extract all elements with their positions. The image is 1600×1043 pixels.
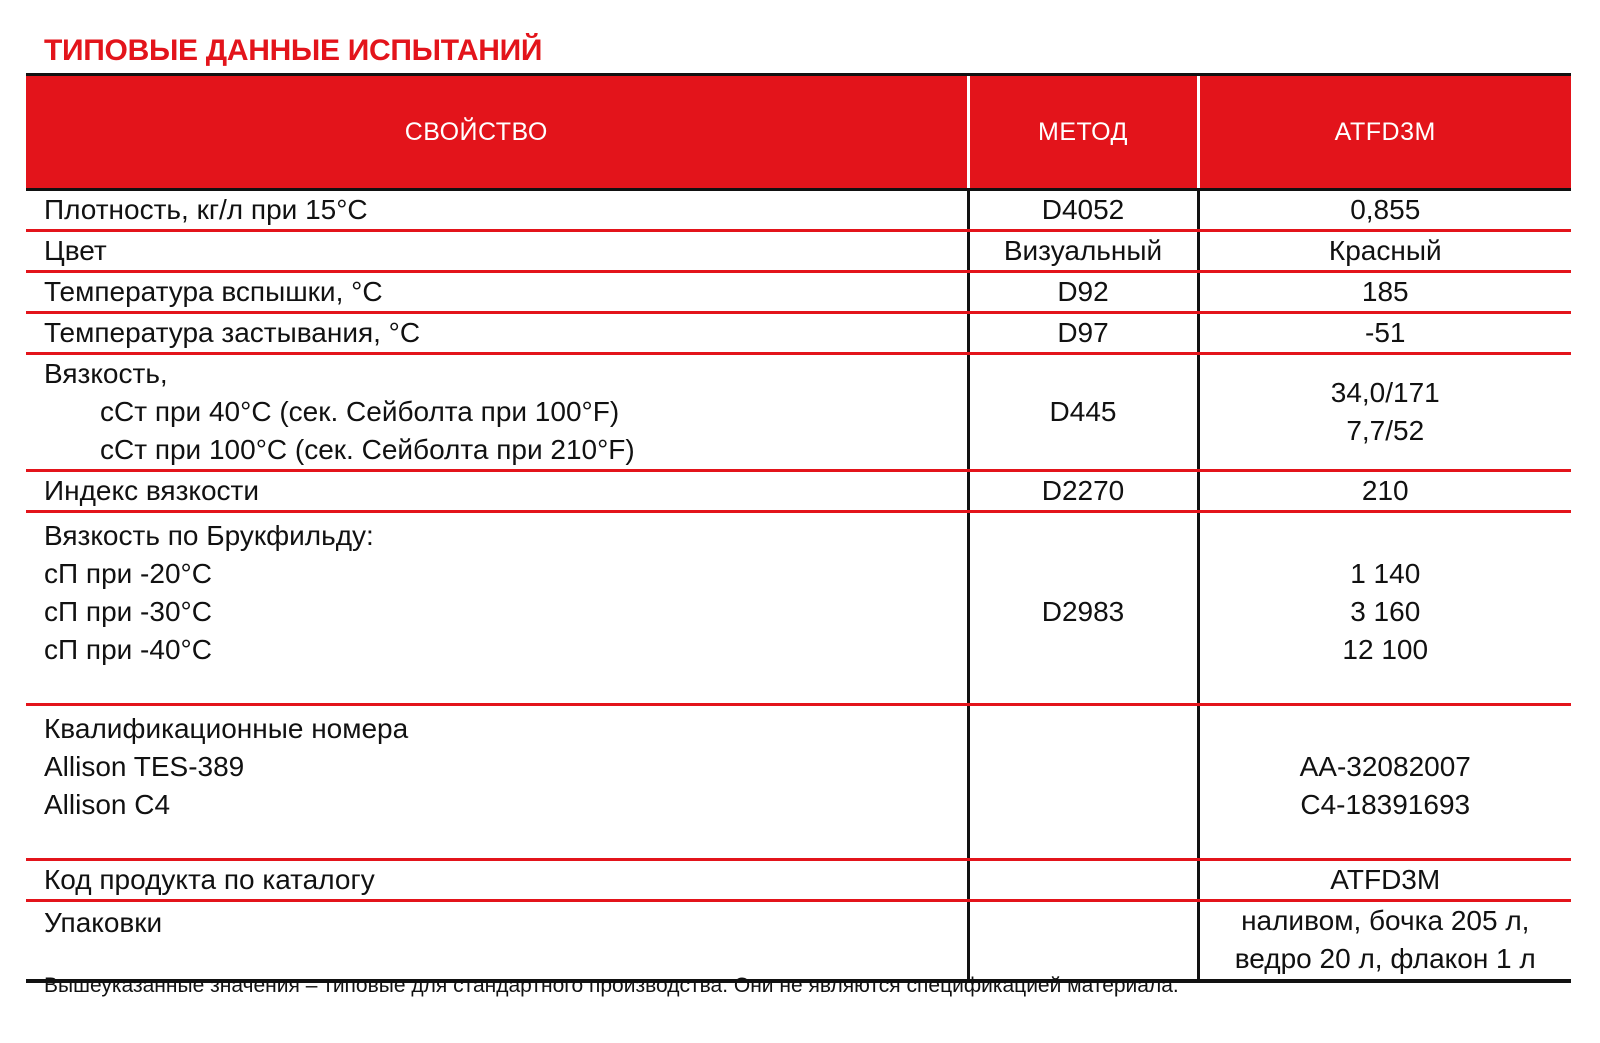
property-cell: Температура вспышки, °С (26, 272, 968, 313)
property-cell (26, 705, 968, 860)
qualification-line-c4: Allison C4 (44, 789, 171, 820)
table-row-viscosity-index (26, 471, 1571, 512)
property-cell (26, 354, 968, 471)
method-cell (968, 860, 1198, 901)
method-cell: D92 (968, 272, 1198, 313)
method-cell: D4052 (968, 190, 1198, 231)
brookfield-value-20: 1 140 (1350, 558, 1421, 589)
method-cell: D97 (968, 313, 1198, 354)
value-cell: 210 (1198, 471, 1571, 512)
table-row-brookfield (26, 512, 1571, 705)
table-row-packaging (26, 901, 1571, 981)
qualification-title: Квалификационные номера (44, 713, 409, 744)
qualification-value-c4: C4-18391693 (1300, 789, 1471, 820)
viscosity-line-100: сСт при 100°С (сек. Сейболта при 210°F) (100, 434, 635, 465)
property-cell: Код продукта по каталогу (26, 860, 968, 901)
brookfield-line-40: сП при -40°С (44, 634, 212, 665)
value-cell: ATFD3M (1198, 860, 1571, 901)
method-cell: Визуальный (968, 231, 1198, 272)
property-cell: Цвет (26, 231, 968, 272)
table-row-color (26, 231, 1571, 272)
table-row-product-code (26, 860, 1571, 901)
method-cell: D2270 (968, 471, 1198, 512)
value-cell: 185 (1198, 272, 1571, 313)
brookfield-title: Вязкость по Брукфильду: (44, 520, 374, 551)
table-row-viscosity (26, 354, 1571, 471)
page-title: ТИПОВЫЕ ДАННЫЕ ИСПЫТАНИЙ (44, 34, 543, 67)
qualification-line-tes389: Allison TES-389 (44, 751, 245, 782)
method-cell (968, 705, 1198, 860)
header-method: МЕТОД (968, 75, 1198, 190)
brookfield-value-30: 3 160 (1350, 596, 1421, 627)
brookfield-line-30: сП при -30°С (44, 596, 212, 627)
brookfield-value-40: 12 100 (1342, 634, 1429, 665)
table-row-flash-point (26, 272, 1571, 313)
method-cell: D445 (968, 354, 1198, 471)
method-cell: D2983 (968, 512, 1198, 705)
table-row-qualification (26, 705, 1571, 860)
value-cell: Красный (1198, 231, 1571, 272)
viscosity-title: Вязкость, (44, 358, 168, 389)
property-cell: Плотность, кг/л при 15°С (26, 190, 968, 231)
method-cell (968, 901, 1198, 981)
header-property: СВОЙСТВО (26, 75, 968, 190)
header-product: ATFD3M (1198, 75, 1571, 190)
property-cell: Температура застывания, °С (26, 313, 968, 354)
packaging-value-line1: наливом, бочка 205 л, (1241, 905, 1530, 937)
property-cell: Индекс вязкости (26, 471, 968, 512)
brookfield-line-20: сП при -20°С (44, 558, 212, 589)
table-header-row (26, 75, 1571, 190)
packaging-value-line2: ведро 20 л, флакон 1 л (1234, 943, 1536, 975)
value-cell (1198, 354, 1571, 471)
value-cell: -51 (1198, 313, 1571, 354)
table-row-pour-point (26, 313, 1571, 354)
footnote: Вышеуказанные значения – типовые для стандартного производства. Они не являются спецификацией материала. (44, 974, 1179, 997)
test-data-table (26, 73, 1571, 983)
value-cell: 0,855 (1198, 190, 1571, 231)
value-cell (1198, 705, 1571, 860)
viscosity-line-40: сСт при 40°С (сек. Сейболта при 100°F) (100, 396, 620, 427)
value-cell (1198, 512, 1571, 705)
property-cell: Упаковки (26, 901, 968, 981)
value-cell (1198, 901, 1571, 981)
viscosity-value-40: 34,0/171 (1330, 377, 1440, 408)
qualification-value-tes389: AA-32082007 (1299, 751, 1471, 782)
table-row-density (26, 190, 1571, 231)
property-cell (26, 512, 968, 705)
viscosity-value-100: 7,7/52 (1346, 415, 1425, 446)
